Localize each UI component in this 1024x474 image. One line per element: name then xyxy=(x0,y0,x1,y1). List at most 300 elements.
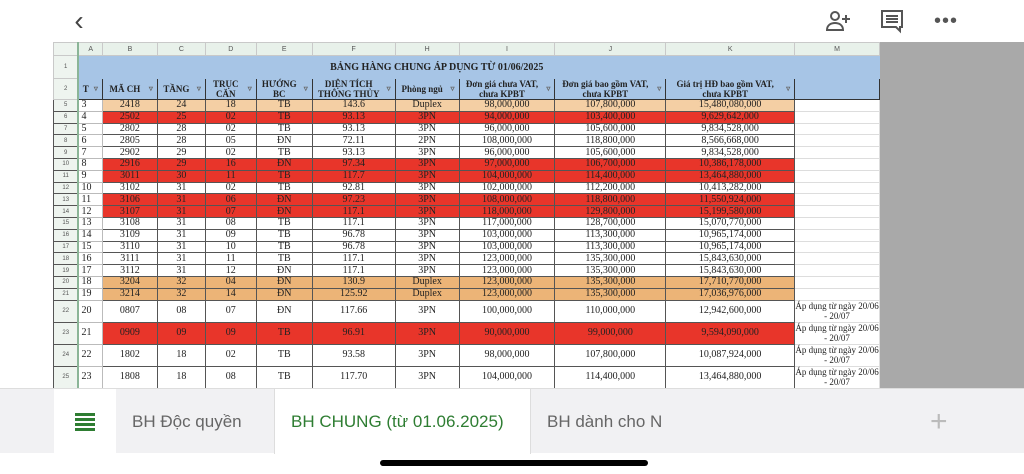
cell[interactable]: 2916 xyxy=(102,158,157,170)
cell[interactable]: 104,000,000 xyxy=(459,170,555,182)
note-cell[interactable] xyxy=(795,135,880,147)
cell[interactable]: 3PN xyxy=(395,170,459,182)
cell[interactable]: 96,000,000 xyxy=(459,123,555,135)
column-header-c[interactable]: C xyxy=(157,43,205,56)
cell[interactable]: 3PN xyxy=(395,158,459,170)
column-header-k[interactable]: K xyxy=(666,43,795,56)
cell[interactable]: 31 xyxy=(157,253,205,265)
cell[interactable]: 24 xyxy=(157,100,205,112)
cell[interactable]: 09 xyxy=(205,322,256,344)
filter-icon[interactable]: ▿ xyxy=(303,84,308,93)
cell[interactable]: 108,000,000 xyxy=(459,135,555,147)
row-number[interactable]: 9 xyxy=(54,147,79,159)
filter-icon[interactable]: ▿ xyxy=(386,84,391,93)
cell[interactable]: TB xyxy=(256,229,312,241)
cell[interactable]: 104,000,000 xyxy=(459,366,555,388)
cell[interactable]: 1802 xyxy=(102,344,157,366)
cell[interactable]: 16 xyxy=(205,158,256,170)
cell[interactable]: 110,000,000 xyxy=(555,300,666,322)
cell[interactable]: 10,965,174,000 xyxy=(666,229,795,241)
cell[interactable]: 96.78 xyxy=(312,241,395,253)
cell[interactable]: TB xyxy=(256,182,312,194)
cell[interactable]: 17,710,770,000 xyxy=(666,276,795,288)
cell[interactable]: 5 xyxy=(78,123,102,135)
note-cell[interactable]: Áp dụng từ ngày 20/06 - 20/07 xyxy=(795,323,879,344)
cell[interactable]: 94,000,000 xyxy=(459,111,555,123)
cell[interactable]: 10,386,178,000 xyxy=(666,158,795,170)
cell[interactable]: 117.7 xyxy=(312,170,395,182)
row-number[interactable]: 12 xyxy=(54,182,79,194)
cell[interactable]: 13,464,880,000 xyxy=(666,366,795,388)
cell[interactable]: 105,600,000 xyxy=(555,147,666,159)
cell[interactable]: 17 xyxy=(78,265,102,277)
column-header-e[interactable]: E xyxy=(256,43,312,56)
note-cell[interactable] xyxy=(795,158,880,170)
cell[interactable]: 135,300,000 xyxy=(555,276,666,288)
cell[interactable]: 90,000,000 xyxy=(459,322,555,344)
header-cell[interactable] xyxy=(102,79,157,100)
row-number[interactable]: 10 xyxy=(54,158,79,170)
cell[interactable]: 112,200,000 xyxy=(555,182,666,194)
cell[interactable]: 135,300,000 xyxy=(555,265,666,277)
cell[interactable]: 0909 xyxy=(102,322,157,344)
cell[interactable]: 117.1 xyxy=(312,206,395,218)
row-number[interactable]: 23 xyxy=(54,322,79,344)
note-cell[interactable] xyxy=(795,111,880,123)
cell[interactable]: 99,000,000 xyxy=(555,322,666,344)
cell[interactable]: 3PN xyxy=(395,147,459,159)
cell[interactable]: 23 xyxy=(78,366,102,388)
row-number[interactable]: 2 xyxy=(54,79,79,100)
cell[interactable]: 13,464,880,000 xyxy=(666,170,795,182)
note-cell[interactable] xyxy=(795,265,880,277)
cell[interactable]: Duplex xyxy=(395,288,459,300)
row-number[interactable]: 19 xyxy=(54,265,79,277)
cell[interactable]: 3PN xyxy=(395,300,459,322)
cell[interactable]: 128,700,000 xyxy=(555,217,666,229)
cell[interactable]: ĐN xyxy=(256,194,312,206)
cell[interactable]: 108,000,000 xyxy=(459,194,555,206)
cell[interactable]: 123,000,000 xyxy=(459,288,555,300)
cell[interactable]: 107,800,000 xyxy=(555,344,666,366)
note-cell[interactable] xyxy=(795,147,880,159)
cell[interactable]: TB xyxy=(256,322,312,344)
cell[interactable]: 16 xyxy=(78,253,102,265)
cell[interactable]: 2805 xyxy=(102,135,157,147)
cell[interactable]: 17,036,976,000 xyxy=(666,288,795,300)
note-cell[interactable] xyxy=(795,206,880,218)
row-number[interactable]: 7 xyxy=(54,123,79,135)
row-number[interactable]: 18 xyxy=(54,253,79,265)
cell[interactable]: 31 xyxy=(157,182,205,194)
cell[interactable]: 05 xyxy=(205,135,256,147)
cell[interactable]: 97.34 xyxy=(312,158,395,170)
cell[interactable]: 3214 xyxy=(102,288,157,300)
select-all-corner[interactable] xyxy=(54,43,79,56)
cell[interactable]: 08 xyxy=(157,300,205,322)
cell[interactable]: 22 xyxy=(78,344,102,366)
header-cell[interactable] xyxy=(256,79,312,100)
cell[interactable]: ĐN xyxy=(256,158,312,170)
cell[interactable]: ĐN xyxy=(256,276,312,288)
cell[interactable]: 4 xyxy=(78,111,102,123)
cell[interactable]: 102,000,000 xyxy=(459,182,555,194)
cell[interactable]: 31 xyxy=(157,241,205,253)
cell[interactable]: 118,800,000 xyxy=(555,194,666,206)
cell[interactable]: 7 xyxy=(78,147,102,159)
title-row xyxy=(54,56,880,79)
cell[interactable]: 2902 xyxy=(102,147,157,159)
cell[interactable]: 105,600,000 xyxy=(555,123,666,135)
column-header-m[interactable]: M xyxy=(795,43,880,56)
cell[interactable]: 3PN xyxy=(395,322,459,344)
cell[interactable]: 3 xyxy=(78,100,102,112)
cell[interactable]: ĐN xyxy=(256,288,312,300)
comment-icon[interactable] xyxy=(878,8,906,34)
cell[interactable]: TB xyxy=(256,147,312,159)
cell[interactable]: 15,480,080,000 xyxy=(666,100,795,112)
cell[interactable]: 11 xyxy=(205,253,256,265)
row-number[interactable]: 17 xyxy=(54,241,79,253)
note-cell[interactable] xyxy=(795,100,880,112)
more-options-icon[interactable]: ••• xyxy=(933,9,958,32)
cell[interactable]: 3PN xyxy=(395,206,459,218)
cell[interactable]: 28 xyxy=(157,135,205,147)
cell[interactable]: 10,413,282,000 xyxy=(666,182,795,194)
cell[interactable]: 3011 xyxy=(102,170,157,182)
column-header-j[interactable]: J xyxy=(555,43,666,56)
row-number[interactable]: 13 xyxy=(54,194,79,206)
cell[interactable]: 32 xyxy=(157,288,205,300)
note-cell[interactable] xyxy=(795,123,880,135)
cell[interactable]: 3PN xyxy=(395,265,459,277)
cell[interactable]: 08 xyxy=(205,217,256,229)
cell[interactable]: ĐN xyxy=(256,300,312,322)
filter-icon[interactable]: ▿ xyxy=(196,84,201,93)
header-cell[interactable] xyxy=(395,79,459,100)
cell[interactable]: 11,550,924,000 xyxy=(666,194,795,206)
filter-icon[interactable]: ▿ xyxy=(247,84,252,93)
row-number[interactable]: 5 xyxy=(54,100,79,112)
cell[interactable]: 3PN xyxy=(395,229,459,241)
cell[interactable]: 117.70 xyxy=(312,366,395,388)
add-person-icon[interactable] xyxy=(824,8,854,34)
cell[interactable]: TB xyxy=(256,100,312,112)
cell[interactable]: TB xyxy=(256,217,312,229)
cell[interactable]: 3109 xyxy=(102,229,157,241)
cell[interactable]: 93.13 xyxy=(312,111,395,123)
cell[interactable]: 02 xyxy=(205,111,256,123)
cell[interactable]: 07 xyxy=(205,206,256,218)
cell[interactable]: 113,300,000 xyxy=(555,229,666,241)
cell[interactable]: 97,000,000 xyxy=(459,158,555,170)
cell[interactable]: 3102 xyxy=(102,182,157,194)
cell[interactable]: 118,800,000 xyxy=(555,135,666,147)
cell[interactable]: 11 xyxy=(78,194,102,206)
cell[interactable]: 14 xyxy=(78,229,102,241)
header-cell[interactable] xyxy=(312,79,395,100)
cell[interactable]: ĐN xyxy=(256,265,312,277)
cell[interactable]: 08 xyxy=(205,366,256,388)
cell[interactable] xyxy=(795,79,880,100)
cell[interactable]: 3204 xyxy=(102,276,157,288)
cell[interactable]: TB xyxy=(256,344,312,366)
cell[interactable]: 07 xyxy=(205,300,256,322)
cell[interactable]: 3PN xyxy=(395,344,459,366)
cell[interactable]: 2502 xyxy=(102,111,157,123)
cell[interactable]: 3108 xyxy=(102,217,157,229)
tab-bh-chung[interactable]: BH CHUNG (từ 01.06.2025) xyxy=(274,389,531,454)
cell[interactable]: 12 xyxy=(78,206,102,218)
filter-icon[interactable]: ▿ xyxy=(93,84,98,93)
cell[interactable]: 3112 xyxy=(102,265,157,277)
row-number[interactable]: 22 xyxy=(54,300,79,322)
cell[interactable]: 8 xyxy=(78,158,102,170)
cell[interactable]: 15 xyxy=(78,241,102,253)
note-cell[interactable]: Áp dụng từ ngày 20/06 - 20/07 xyxy=(795,345,879,366)
cell[interactable]: 12 xyxy=(205,265,256,277)
cell[interactable]: 31 xyxy=(157,229,205,241)
cell[interactable]: 18 xyxy=(205,100,256,112)
cell[interactable]: 11 xyxy=(205,170,256,182)
cell[interactable]: 9,834,528,000 xyxy=(666,123,795,135)
cell[interactable]: 103,000,000 xyxy=(459,241,555,253)
filter-icon[interactable]: ▿ xyxy=(546,84,551,93)
cell[interactable]: 29 xyxy=(157,158,205,170)
cell[interactable]: 125.92 xyxy=(312,288,395,300)
cell[interactable]: 143.6 xyxy=(312,100,395,112)
cell[interactable]: 02 xyxy=(205,147,256,159)
cell[interactable]: 93.13 xyxy=(312,123,395,135)
cell[interactable]: 8,566,668,000 xyxy=(666,135,795,147)
cell[interactable]: 2418 xyxy=(102,100,157,112)
note-cell[interactable] xyxy=(795,229,880,241)
cell[interactable]: 02 xyxy=(205,344,256,366)
note-cell[interactable] xyxy=(795,182,880,194)
cell[interactable]: 92.81 xyxy=(312,182,395,194)
cell[interactable]: TB xyxy=(256,253,312,265)
note-cell[interactable] xyxy=(795,194,880,206)
note-cell[interactable] xyxy=(795,288,880,300)
note-cell[interactable] xyxy=(795,217,880,229)
cell[interactable]: 3PN xyxy=(395,111,459,123)
filter-icon[interactable]: ▿ xyxy=(450,84,455,93)
cell[interactable]: 107,800,000 xyxy=(555,100,666,112)
cell[interactable]: 3PN xyxy=(395,123,459,135)
cell[interactable]: ĐN xyxy=(256,206,312,218)
cell[interactable]: 117.1 xyxy=(312,265,395,277)
cell[interactable]: 9,834,528,000 xyxy=(666,147,795,159)
cell[interactable]: 6 xyxy=(78,135,102,147)
note-cell[interactable]: Áp dụng từ ngày 20/06 - 20/07 xyxy=(795,367,879,388)
row-number[interactable]: 16 xyxy=(54,229,79,241)
cell[interactable]: 106,700,000 xyxy=(555,158,666,170)
tab-bh-doc-quyen[interactable]: BH Độc quyền xyxy=(132,411,242,431)
note-cell[interactable] xyxy=(795,241,880,253)
cell[interactable]: 15,199,580,000 xyxy=(666,206,795,218)
cell[interactable]: 135,300,000 xyxy=(555,288,666,300)
cell[interactable]: 123,000,000 xyxy=(459,265,555,277)
cell[interactable]: 3PN xyxy=(395,241,459,253)
cell[interactable]: TB xyxy=(256,111,312,123)
cell[interactable]: 12,942,600,000 xyxy=(666,300,795,322)
cell[interactable]: 1808 xyxy=(102,366,157,388)
row-number[interactable]: 21 xyxy=(54,288,79,300)
cell[interactable]: 3PN xyxy=(395,366,459,388)
cell[interactable]: 31 xyxy=(157,217,205,229)
cell[interactable]: 15,843,630,000 xyxy=(666,265,795,277)
cell[interactable]: 9 xyxy=(78,170,102,182)
cell[interactable]: 10,087,924,000 xyxy=(666,344,795,366)
cell[interactable]: 93.58 xyxy=(312,344,395,366)
column-header-b[interactable]: B xyxy=(102,43,157,56)
cell[interactable]: 114,400,000 xyxy=(555,366,666,388)
cell[interactable]: 3111 xyxy=(102,253,157,265)
column-header-d[interactable]: D xyxy=(205,43,256,56)
column-header-i[interactable]: I xyxy=(459,43,555,56)
header-cell[interactable] xyxy=(666,79,795,100)
cell[interactable]: 02 xyxy=(205,182,256,194)
cell[interactable]: 3106 xyxy=(102,194,157,206)
cell[interactable]: 103,400,000 xyxy=(555,111,666,123)
cell[interactable]: 10 xyxy=(205,241,256,253)
header-cell[interactable] xyxy=(205,79,256,100)
cell[interactable]: 129,800,000 xyxy=(555,206,666,218)
header-cell[interactable] xyxy=(459,79,555,100)
cell[interactable]: 123,000,000 xyxy=(459,276,555,288)
cell[interactable]: 02 xyxy=(205,123,256,135)
cell[interactable]: TB xyxy=(256,170,312,182)
cell[interactable]: 31 xyxy=(157,194,205,206)
cell[interactable]: 15,070,770,000 xyxy=(666,217,795,229)
header-cell[interactable] xyxy=(157,79,205,100)
cell[interactable]: 3107 xyxy=(102,206,157,218)
cell[interactable]: 28 xyxy=(157,123,205,135)
add-sheet-button[interactable]: + xyxy=(930,405,948,438)
cell[interactable]: 20 xyxy=(78,300,102,322)
spreadsheet-grid[interactable] xyxy=(53,42,880,388)
cell[interactable]: 114,400,000 xyxy=(555,170,666,182)
row-number[interactable]: 6 xyxy=(54,111,79,123)
cell[interactable]: 96,000,000 xyxy=(459,147,555,159)
cell[interactable]: TB xyxy=(256,241,312,253)
sheet-title[interactable]: BẢNG HÀNG CHUNG ÁP DỤNG TỪ 01/06/2025 xyxy=(78,56,794,79)
cell[interactable]: 118,000,000 xyxy=(459,206,555,218)
cell[interactable]: 19 xyxy=(78,288,102,300)
tab-bh-danh-cho[interactable]: BH dành cho N xyxy=(547,411,663,431)
cell[interactable]: 135,300,000 xyxy=(555,253,666,265)
cell[interactable]: 123,000,000 xyxy=(459,253,555,265)
cell[interactable]: 18 xyxy=(157,366,205,388)
cell[interactable]: 96.78 xyxy=(312,229,395,241)
row-number[interactable]: 8 xyxy=(54,135,79,147)
back-icon[interactable]: ‹ xyxy=(74,5,84,36)
cell[interactable]: 113,300,000 xyxy=(555,241,666,253)
cell[interactable]: TB xyxy=(256,366,312,388)
cell[interactable]: 100,000,000 xyxy=(459,300,555,322)
cell[interactable]: 9,594,090,000 xyxy=(666,322,795,344)
filter-icon[interactable]: ▿ xyxy=(786,84,791,93)
cell[interactable]: 117.1 xyxy=(312,253,395,265)
row-number[interactable]: 11 xyxy=(54,170,79,182)
filter-icon[interactable]: ▿ xyxy=(148,84,153,93)
cell[interactable]: 04 xyxy=(205,276,256,288)
cell[interactable]: 2PN xyxy=(395,135,459,147)
cell[interactable]: Duplex xyxy=(395,276,459,288)
column-header-f[interactable]: F xyxy=(312,43,395,56)
cell[interactable]: 130.9 xyxy=(312,276,395,288)
cell[interactable]: 97.23 xyxy=(312,194,395,206)
cell[interactable]: 117.66 xyxy=(312,300,395,322)
note-cell[interactable] xyxy=(795,276,880,288)
cell[interactable]: 32 xyxy=(157,276,205,288)
filter-icon[interactable]: ▿ xyxy=(657,84,662,93)
cell[interactable]: 10,965,174,000 xyxy=(666,241,795,253)
cell[interactable]: 3PN xyxy=(395,217,459,229)
cell[interactable]: 31 xyxy=(157,265,205,277)
cell[interactable]: 10 xyxy=(78,182,102,194)
cell[interactable]: 2802 xyxy=(102,123,157,135)
cell[interactable]: 25 xyxy=(157,111,205,123)
row-number[interactable]: 25 xyxy=(54,366,79,388)
header-cell[interactable] xyxy=(555,79,666,100)
cell[interactable] xyxy=(795,56,880,79)
cell[interactable]: 9,629,642,000 xyxy=(666,111,795,123)
cell[interactable]: 31 xyxy=(157,206,205,218)
cell[interactable]: 18 xyxy=(78,276,102,288)
cell[interactable]: 14 xyxy=(205,288,256,300)
cell[interactable]: 18 xyxy=(157,344,205,366)
cell[interactable]: TB xyxy=(256,123,312,135)
cell[interactable]: 103,000,000 xyxy=(459,229,555,241)
cell[interactable]: 13 xyxy=(78,217,102,229)
row-number[interactable]: 14 xyxy=(54,206,79,218)
row-number[interactable]: 20 xyxy=(54,276,79,288)
cell[interactable]: 3PN xyxy=(395,194,459,206)
cell[interactable]: 3110 xyxy=(102,241,157,253)
cell[interactable]: ĐN xyxy=(256,135,312,147)
sheet-list-menu-icon[interactable] xyxy=(54,389,116,454)
row-number[interactable]: 15 xyxy=(54,217,79,229)
cell[interactable]: 96.91 xyxy=(312,322,395,344)
cell[interactable]: 117,000,000 xyxy=(459,217,555,229)
cell[interactable]: 117.1 xyxy=(312,217,395,229)
cell[interactable]: 98,000,000 xyxy=(459,100,555,112)
cell[interactable]: 98,000,000 xyxy=(459,344,555,366)
cell[interactable]: 09 xyxy=(157,322,205,344)
note-cell[interactable]: Áp dụng từ ngày 20/06 - 20/07 xyxy=(795,301,879,322)
cell[interactable]: 3PN xyxy=(395,182,459,194)
column-header-a[interactable]: A xyxy=(78,43,102,56)
note-cell[interactable] xyxy=(795,253,880,265)
cell[interactable]: 09 xyxy=(205,229,256,241)
cell[interactable]: 06 xyxy=(205,194,256,206)
header-cell[interactable] xyxy=(78,79,102,100)
note-cell[interactable] xyxy=(795,170,880,182)
cell[interactable]: 21 xyxy=(78,322,102,344)
cell[interactable]: Duplex xyxy=(395,100,459,112)
cell[interactable]: 29 xyxy=(157,147,205,159)
row-number[interactable]: 1 xyxy=(54,56,79,79)
column-header-h[interactable]: H xyxy=(395,43,459,56)
cell[interactable]: 3PN xyxy=(395,253,459,265)
cell[interactable]: 15,843,630,000 xyxy=(666,253,795,265)
row-number[interactable]: 24 xyxy=(54,344,79,366)
cell[interactable]: 30 xyxy=(157,170,205,182)
cell[interactable]: 0807 xyxy=(102,300,157,322)
cell[interactable]: 72.11 xyxy=(312,135,395,147)
cell[interactable]: 93.13 xyxy=(312,147,395,159)
